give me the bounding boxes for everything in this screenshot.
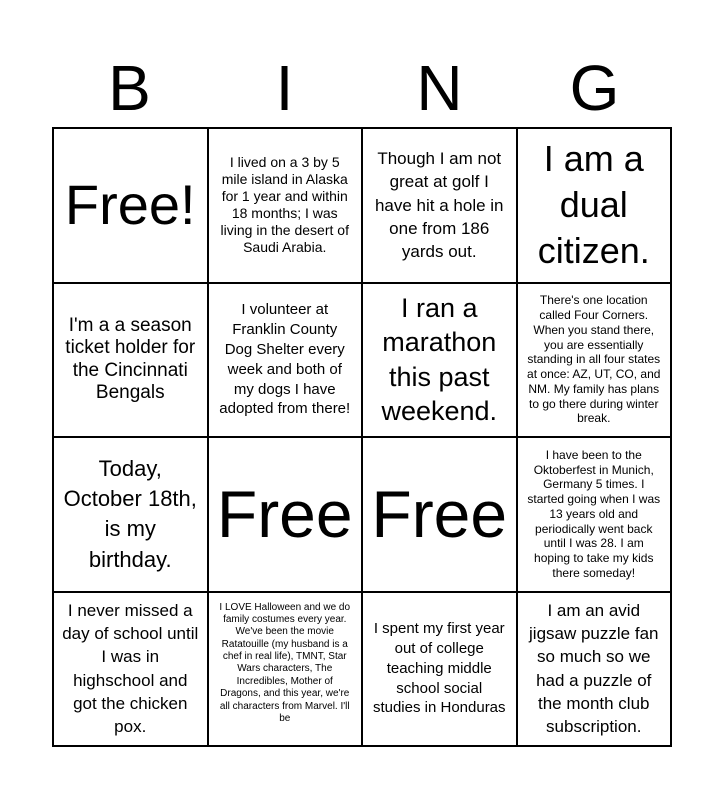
bingo-cell[interactable] xyxy=(518,593,673,748)
bingo-cell[interactable] xyxy=(363,284,518,439)
cell-text: I volunteer at Franklin County Dog Shelter every week and both of my dogs I have adopted from there! xyxy=(219,301,351,418)
cell-text: I am a dual citizen. xyxy=(537,138,650,272)
bingo-cell-free[interactable] xyxy=(54,129,209,284)
cell-text: Though I am not great at golf I have hit a hole in one from 186 yards out. xyxy=(374,149,504,262)
bingo-cell[interactable] xyxy=(54,593,209,748)
cell-text: I have been to the Oktoberfest in Munich, Germany 5 times. I started going when I was 13 years old and periodically went back until I was 28. I am hoping to take my kids there someday! xyxy=(527,447,661,580)
cell-text: Today, October 18th, is my birthday. xyxy=(63,455,197,572)
cell-text: I LOVE Halloween and we do family costumes every year. We've been the movie Ratatouille (my husband is a chef in real life), TMNT, Star Wars characters, The Incredibles, Mother of Dragons, and this year, we're all characters from Marvel. I'll be xyxy=(219,601,351,725)
cell-text: I am an avid jigsaw puzzle fan so much so we had a puzzle of the month club subscription. xyxy=(529,600,659,737)
cell-text: I'm a a season ticket holder for the Cincinnati Bengals xyxy=(65,314,196,404)
bingo-cell[interactable] xyxy=(518,129,673,284)
header-letter-b: B xyxy=(108,52,151,124)
bingo-grid xyxy=(52,127,672,747)
cell-text: Free! xyxy=(64,173,196,237)
cell-text: Free xyxy=(371,476,508,551)
cell-text: I ran a marathon this past weekend. xyxy=(381,293,498,427)
bingo-cell[interactable] xyxy=(209,284,364,439)
header-letter-n: N xyxy=(416,52,463,124)
bingo-cell[interactable] xyxy=(363,129,518,284)
header-letter-g: G xyxy=(569,52,620,124)
bingo-cell[interactable] xyxy=(54,438,209,593)
bingo-cell[interactable] xyxy=(54,284,209,439)
bingo-cell[interactable] xyxy=(209,129,364,284)
bingo-cell[interactable] xyxy=(209,593,364,748)
header-letter-i: I xyxy=(275,52,294,124)
cell-text: I lived on a 3 by 5 mile island in Alaska for 1 year and within 18 months; I was living in the desert of Saudi Arabia. xyxy=(220,154,349,256)
bingo-cell-free[interactable] xyxy=(363,438,518,593)
cell-text: I never missed a day of school until I was in highschool and got the chicken pox. xyxy=(62,600,199,737)
bingo-cell-free[interactable] xyxy=(209,438,364,593)
bingo-cell[interactable] xyxy=(518,284,673,439)
bingo-header xyxy=(52,50,672,126)
cell-text: Free xyxy=(216,476,353,551)
cell-text: I spent my first year out of college teaching middle school social studies in Honduras xyxy=(372,620,506,717)
bingo-cell[interactable] xyxy=(518,438,673,593)
cell-text: There's one location called Four Corners. When you stand there, you are essentially standing in all four states at once: AZ, UT, CO, and NM. My family has plans to go there during winter break. xyxy=(527,293,661,426)
bingo-cell[interactable] xyxy=(363,593,518,748)
